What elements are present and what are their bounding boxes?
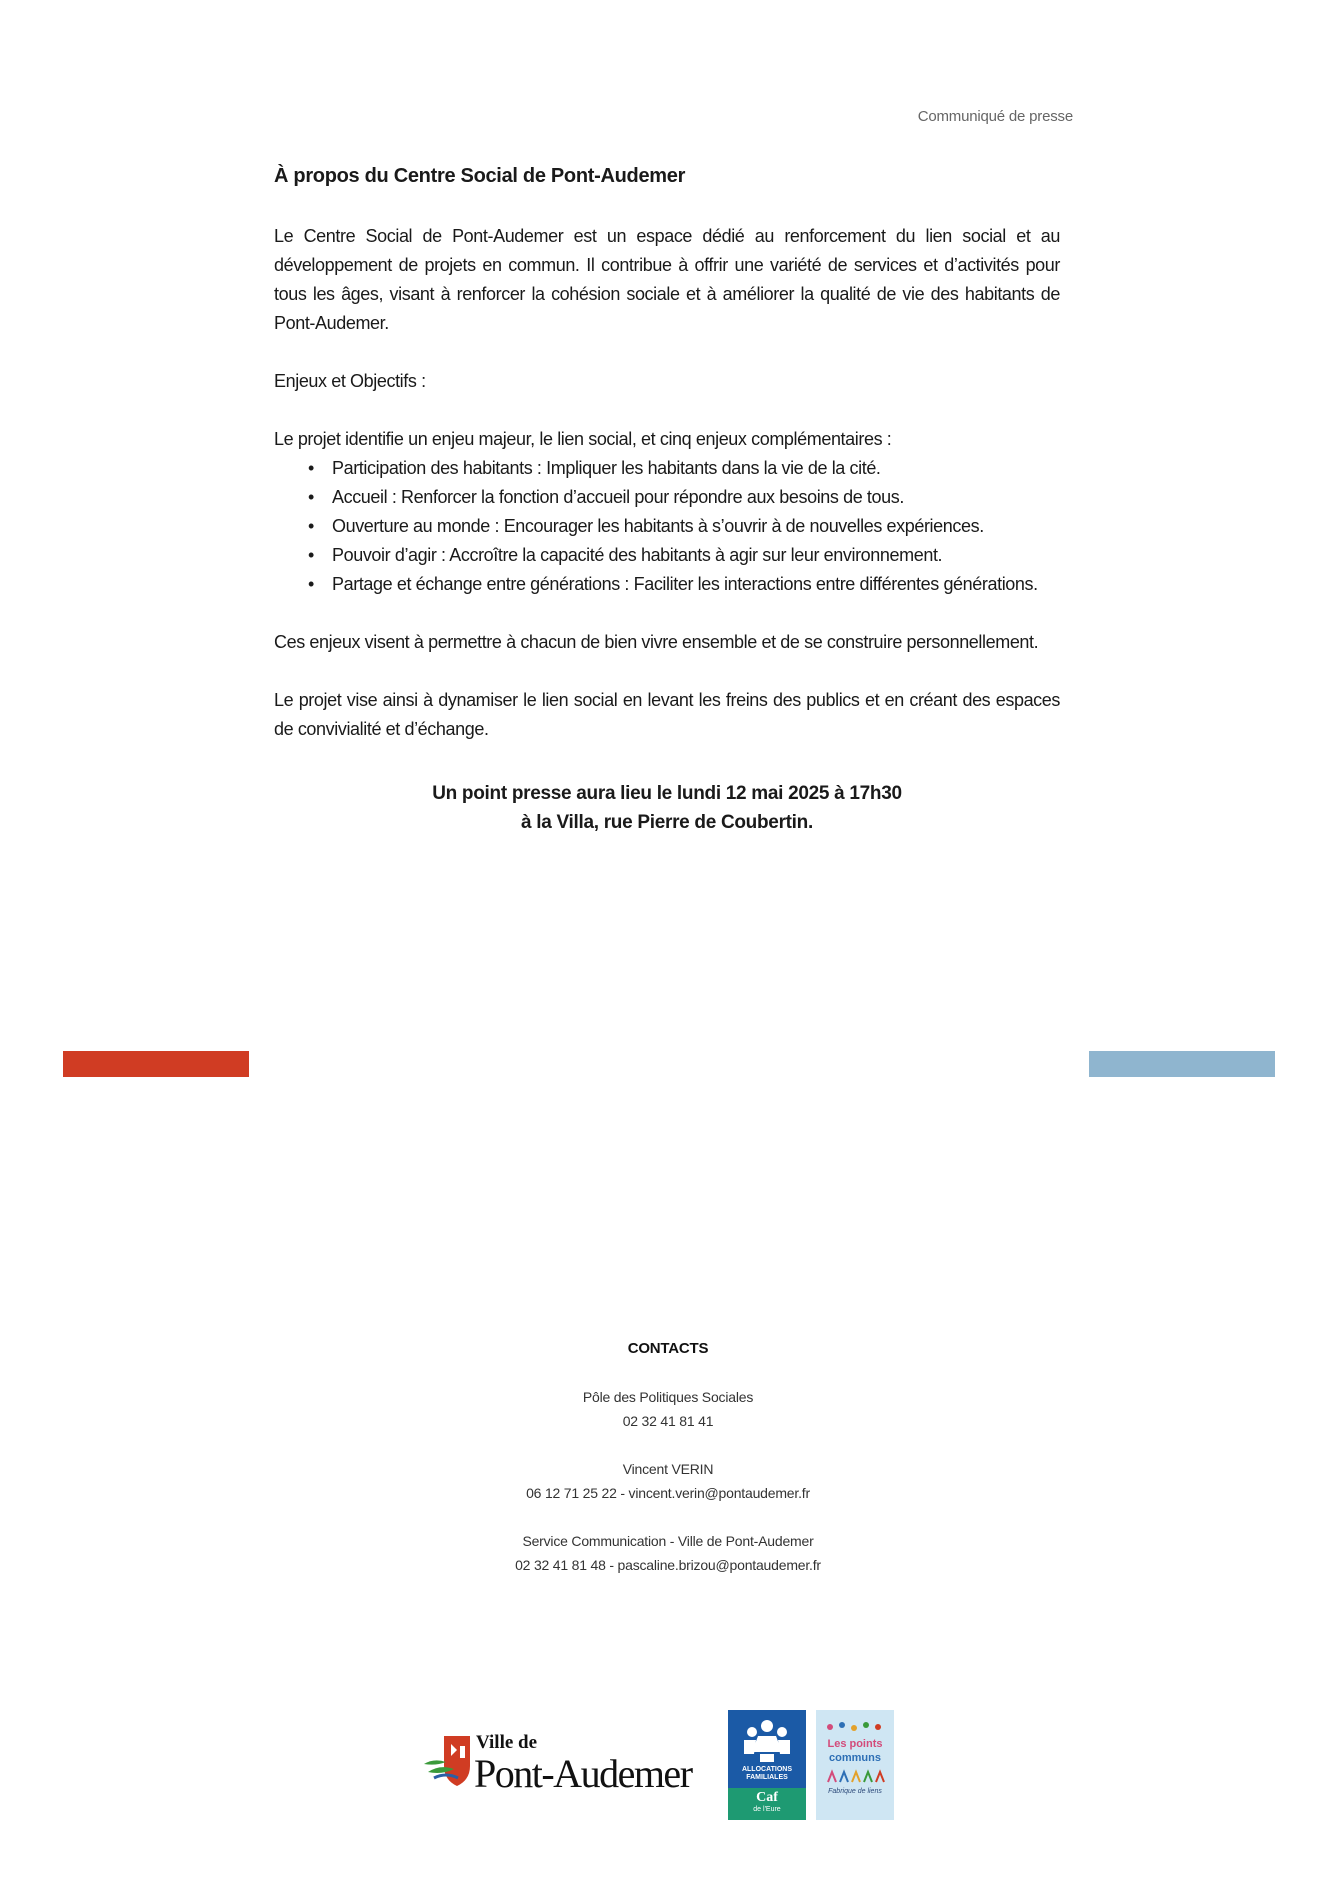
contact-block: [400, 1457, 936, 1505]
caf-family-icon: [738, 1716, 796, 1764]
bullet-icon: •: [308, 545, 314, 565]
caf-alloc-text: [728, 1766, 806, 1782]
contacts-title: CONTACTS: [627, 1340, 709, 1357]
about-section: [274, 162, 1060, 773]
lpc-line-3: Fabrique de liens: [828, 1788, 882, 1795]
caf-logo: [728, 1710, 806, 1820]
list-item-text: Partage et échange entre générations : Faciliter les interactions entre différentes générations.: [332, 574, 1038, 594]
bullet-icon: •: [308, 458, 314, 478]
les-points-communs-logo: [816, 1710, 894, 1820]
press-point-line-2: à la Villa, rue Pierre de Coubertin.: [521, 812, 813, 833]
list-item: [308, 570, 1060, 599]
caf-green-band: [728, 1788, 806, 1820]
contact-block: [400, 1529, 936, 1577]
contact-detail: 06 12 71 25 22 - vincent.verin@pontaudemer.fr: [526, 1485, 810, 1501]
caf-line-2: FAMILIALES: [746, 1774, 788, 1781]
conclusion-paragraph-2: Le projet vise ainsi à dynamiser le lien social en levant les freins des publics et en créant des espaces de convivialité et d’échange.: [274, 690, 1060, 739]
logo-text-ville: Ville de: [476, 1732, 538, 1753]
contact-block: [400, 1385, 936, 1433]
document-type-label: Communiqué de presse: [917, 108, 1073, 125]
list-item-text: Pouvoir d’agir : Accroître la capacité des habitants à agir sur leur environnement.: [332, 545, 943, 565]
conclusion-paragraph-1: Ces enjeux visent à permettre à chacun de bien vivre ensemble et de se construire personnellement.: [274, 632, 1039, 652]
caf-line-1: ALLOCATIONS: [741, 1766, 793, 1773]
objectives-list: [308, 454, 1060, 599]
contact-name: Vincent VERIN: [622, 1461, 714, 1477]
people-figures-icon: [824, 1768, 886, 1784]
press-point-announcement: [274, 779, 1060, 837]
intro-paragraph: Le Centre Social de Pont-Audemer est un espace dédié au renforcement du lien social et au développement de projets en commun. Il contribue à offrir une variété de services et d’activités pour tous les âges, visant à renforcer la cohésion sociale et à améliorer la qualité de vie des habitants de Pont-Audemer.: [274, 226, 1060, 333]
colored-figures-icon: [824, 1720, 886, 1734]
bullet-icon: •: [308, 516, 314, 536]
section-title: À propos du Centre Social de Pont-Audemer: [274, 165, 686, 187]
partner-logos: [424, 1710, 904, 1820]
red-decorative-bar: [63, 1051, 249, 1077]
objectives-label: Enjeux et Objectifs :: [274, 371, 426, 391]
blue-decorative-bar: [1089, 1051, 1275, 1077]
list-item: [308, 454, 1060, 483]
contact-detail: 02 32 41 81 48 - pascaline.brizou@pontaudemer.fr: [515, 1557, 821, 1573]
project-intro: Le projet identifie un enjeu majeur, le lien social, et cinq enjeux complémentaires :: [274, 429, 892, 449]
pont-audemer-emblem-icon: [424, 1732, 474, 1790]
press-point-line-1: Un point presse aura lieu le lundi 12 mai 2025 à 17h30: [432, 783, 902, 804]
list-item: [308, 541, 1060, 570]
pont-audemer-logo: [424, 1732, 709, 1802]
caf-region: de l'Eure: [753, 1806, 781, 1813]
contact-name: Service Communication - Ville de Pont-Audemer: [522, 1533, 814, 1549]
contact-name: Pôle des Politiques Sociales: [582, 1389, 754, 1405]
list-item: [308, 483, 1060, 512]
contact-detail: 02 32 41 81 41: [622, 1413, 714, 1429]
caf-name: Caf: [756, 1790, 778, 1805]
list-item-text: Accueil : Renforcer la fonction d’accueil pour répondre aux besoins de tous.: [332, 487, 904, 507]
list-item-text: Participation des habitants : Impliquer les habitants dans la vie de la cité.: [332, 458, 881, 478]
lpc-line-2: communs: [829, 1752, 881, 1764]
list-item-text: Ouverture au monde : Encourager les habitants à s’ouvrir à de nouvelles expériences.: [332, 516, 984, 536]
logo-text-city: Pont-Audemer: [474, 1751, 692, 1796]
bullet-icon: •: [308, 574, 314, 594]
list-item: [308, 512, 1060, 541]
contacts-section: [400, 1337, 936, 1601]
lpc-line-1: Les points: [827, 1738, 883, 1750]
bullet-icon: •: [308, 487, 314, 507]
